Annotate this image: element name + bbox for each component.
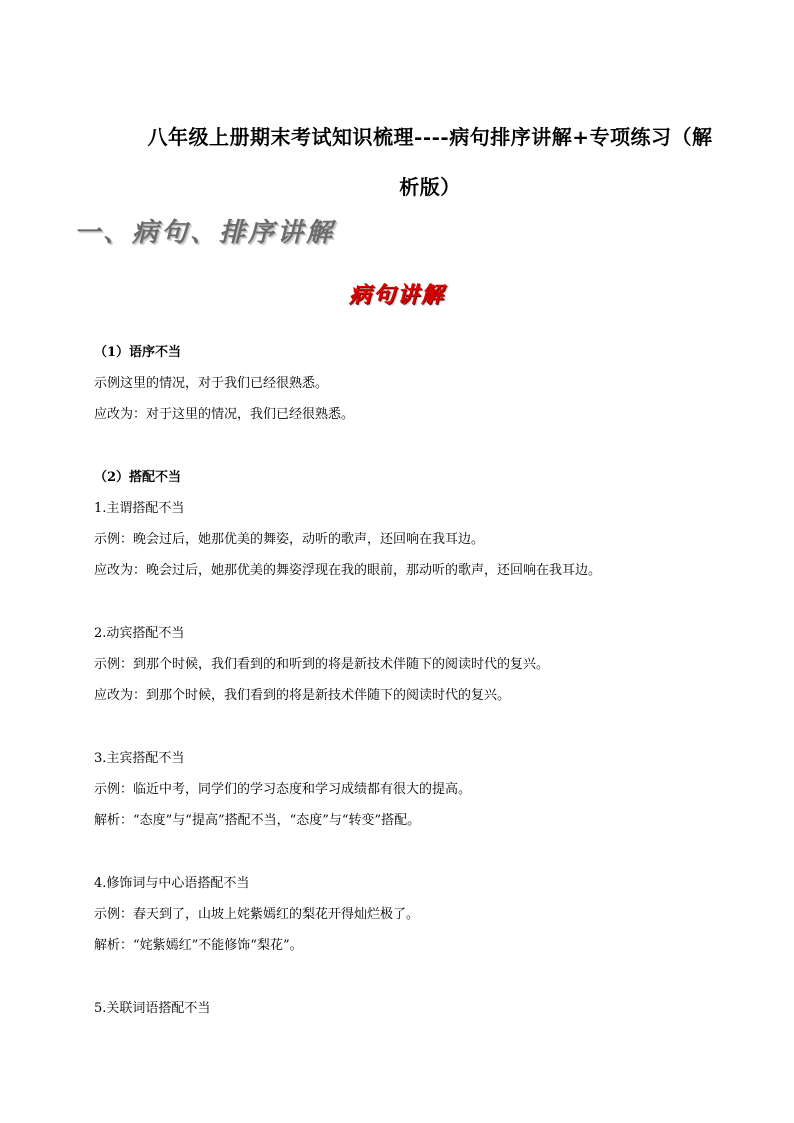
sub-heading: 病句讲解 [348,282,445,308]
example-text: 示例：春天到了，山坡上姹紫嫣红的梨花开得灿烂极了。 [94,907,420,922]
example-text: 示例：晚会过后，她那优美的舞姿，动听的歌声，还回响在我耳边。 [94,532,485,547]
item-title: 4.修饰词与中心语搭配不当 [94,876,250,891]
spacer [94,961,734,993]
analysis-text: 解析：“态度”与“提高”搭配不当，“态度”与“转变”搭配。 [94,813,421,828]
analysis-text: 解析：“姹紫嫣红”不能修饰“梨花”。 [94,938,303,953]
title-line-2: 析版） [399,175,461,199]
spacer [94,586,734,618]
subsection-heading: （1）语序不当 [94,345,182,360]
example-text: 示例这里的情况，对于我们已经很熟悉。 [94,376,329,391]
spacer [94,711,734,743]
spacer [94,836,734,868]
item-title: 2.动宾搭配不当 [94,626,185,641]
item-title: 5.关联词语搭配不当 [94,1001,211,1016]
section-heading: 一、病句、排序讲解 [74,218,336,248]
example-text: 示例：到那个时候，我们看到的和听到的将是新技术伴随下的阅读时代的复兴。 [94,657,550,672]
subsection-heading: （2）搭配不当 [94,470,182,485]
correction-text: 应改为：对于这里的情况，我们已经很熟悉。 [94,407,355,422]
document-title [120,112,740,212]
item-title: 3.主宾搭配不当 [94,751,185,766]
spacer [94,430,734,462]
title-line-1: 八年级上册期末考试知识梳理----病句排序讲解+专项练习（解 [147,125,713,149]
example-text: 示例：临近中考，同学们的学习态度和学习成绩都有很大的提高。 [94,782,472,797]
item-title: 1.主谓搭配不当 [94,501,185,516]
body-text [94,337,734,1024]
correction-text: 应改为：到那个时候，我们看到的将是新技术伴随下的阅读时代的复兴。 [94,688,511,703]
correction-text: 应改为：晚会过后，她那优美的舞姿浮现在我的眼前，那动听的歌声，还回响在我耳边。 [94,563,602,578]
